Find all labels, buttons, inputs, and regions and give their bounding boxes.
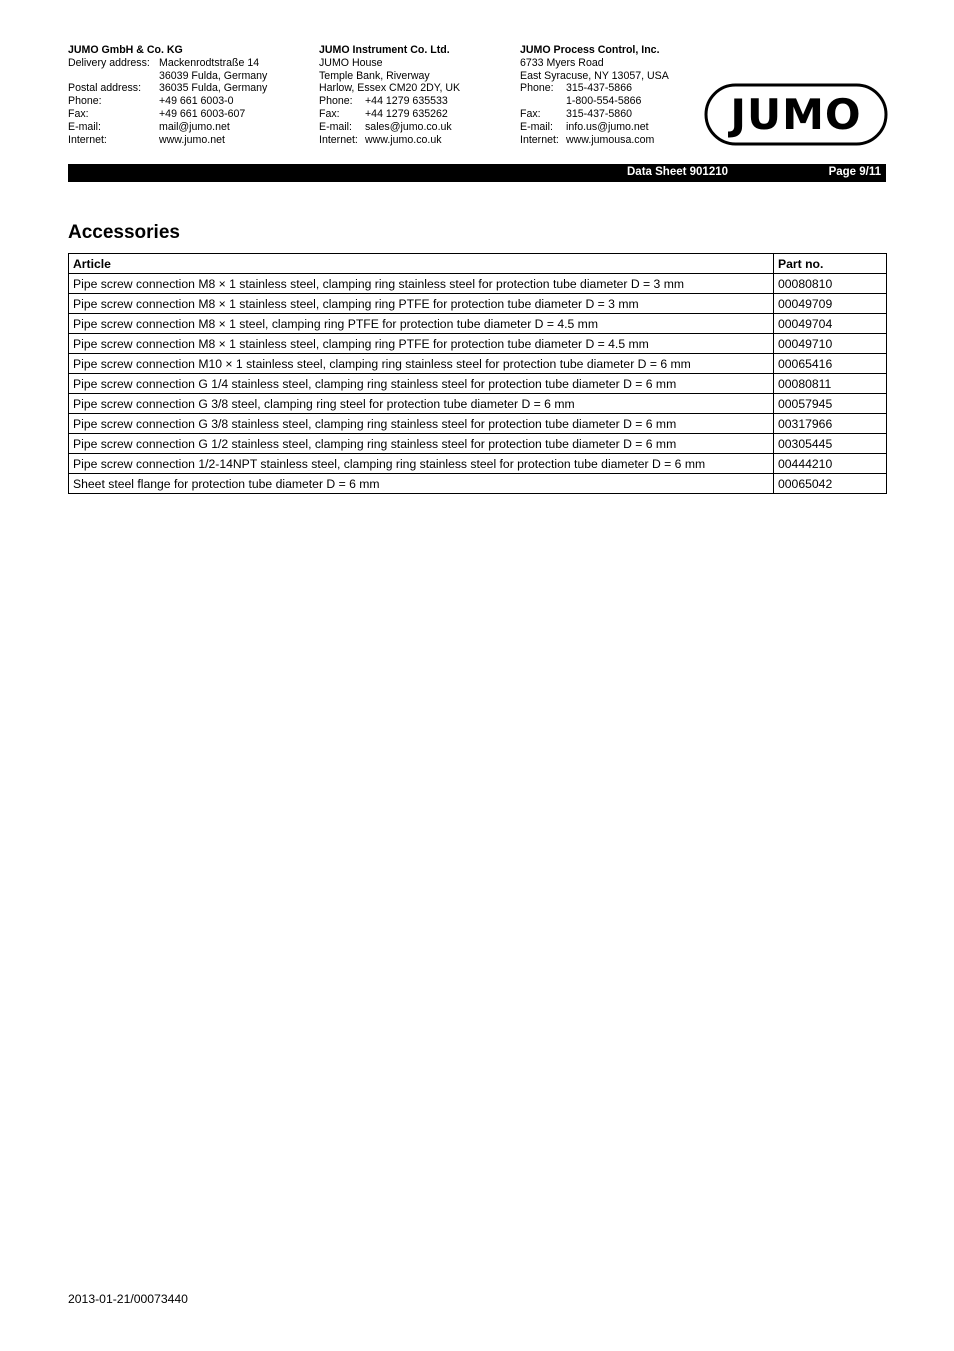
page-number: Page 9/11 [828, 166, 881, 178]
address-line: Temple Bank, Riverway [319, 69, 430, 82]
address-value: 1-800-554-5866 [566, 95, 642, 108]
part-no-cell: 00057945 [774, 394, 887, 414]
address-row [68, 134, 267, 147]
address-label: Internet: [319, 133, 358, 146]
address-label: Phone: [319, 95, 353, 108]
address-label: Delivery address: [68, 56, 150, 69]
address-row [319, 121, 460, 134]
address-value: mail@jumo.net [159, 120, 230, 133]
address-label: Internet: [520, 133, 559, 146]
address-line: 6733 Myers Road [520, 56, 604, 69]
company-name-germany: JUMO GmbH & Co. KG [68, 44, 183, 56]
address-label: Internet: [68, 133, 107, 146]
address-germany [68, 44, 267, 146]
address-label: Phone: [68, 95, 102, 108]
article-cell: Pipe screw connection G 3/8 stainless steel, clamping ring stainless steel for protection tube diameter D = 6 mm [69, 414, 774, 434]
address-label [520, 95, 566, 108]
article-cell: Pipe screw connection M10 × 1 stainless steel, clamping ring stainless steel for protection tube diameter D = 6 mm [69, 354, 774, 374]
address-uk [319, 44, 460, 146]
address-row [520, 82, 669, 95]
part-no-cell: 00065042 [774, 474, 887, 494]
address-rows-germany [68, 57, 267, 147]
address-rows-uk [319, 95, 460, 146]
article-cell: Pipe screw connection 1/2-14NPT stainless steel, clamping ring stainless steel for protection tube diameter D = 6 mm [69, 454, 774, 474]
address-label: Fax: [520, 107, 541, 120]
header-bar [68, 164, 886, 182]
address-row [68, 121, 267, 134]
table-row [69, 354, 887, 374]
address-row [520, 121, 669, 134]
table-row [69, 474, 887, 494]
address-usa [520, 44, 669, 146]
article-cell: Pipe screw connection M8 × 1 steel, clamping ring PTFE for protection tube diameter D = 4.5 mm [69, 314, 774, 334]
table-row [69, 394, 887, 414]
address-row [68, 70, 267, 83]
part-no-cell: 00305445 [774, 434, 887, 454]
address-value: +44 1279 635262 [365, 107, 448, 120]
logo-text: JUMO [730, 90, 862, 139]
part-no-cell: 00317966 [774, 414, 887, 434]
address-value: 36039 Fulda, Germany [159, 69, 268, 82]
address-label [68, 70, 159, 83]
company-name-uk: JUMO Instrument Co. Ltd. [319, 44, 450, 56]
address-row [520, 134, 669, 147]
address-row [520, 95, 669, 108]
address-value: +49 661 6003-607 [159, 107, 246, 120]
part-no-cell: 00444210 [774, 454, 887, 474]
address-row [319, 108, 460, 121]
part-no-cell: 00049710 [774, 334, 887, 354]
address-row [68, 57, 267, 70]
address-row [68, 82, 267, 95]
address-rows-usa [520, 82, 669, 146]
address-label: E-mail: [520, 120, 553, 133]
column-header-part-no: Part no. [774, 254, 887, 274]
part-no-cell: 00080810 [774, 274, 887, 294]
part-no-cell: 00080811 [774, 374, 887, 394]
section-title: Accessories [68, 222, 180, 243]
accessories-table-body [69, 274, 887, 494]
address-value: 315-437-5860 [566, 107, 632, 120]
table-row [69, 414, 887, 434]
address-value: +44 1279 635533 [365, 95, 448, 108]
address-row [319, 95, 460, 108]
article-cell: Pipe screw connection G 1/2 stainless steel, clamping ring stainless steel for protection tube diameter D = 6 mm [69, 434, 774, 454]
company-name-usa: JUMO Process Control, Inc. [520, 44, 660, 56]
part-no-cell: 00049709 [774, 294, 887, 314]
table-row [69, 294, 887, 314]
address-row [68, 95, 267, 108]
address-line: JUMO House [319, 56, 383, 69]
table-row [69, 454, 887, 474]
address-row [520, 108, 669, 121]
datasheet-number: Data Sheet 901210 [627, 166, 729, 178]
table-row [69, 434, 887, 454]
address-label: Postal address: [68, 82, 142, 95]
article-cell: Pipe screw connection M8 × 1 stainless steel, clamping ring PTFE for protection tube diameter D = 3 mm [69, 294, 774, 314]
address-row [319, 134, 460, 147]
jumo-logo [704, 83, 888, 146]
address-line: East Syracuse, NY 13057, USA [520, 69, 669, 82]
address-value: www.jumo.net [159, 133, 225, 146]
part-no-cell: 00049704 [774, 314, 887, 334]
address-row [68, 108, 267, 121]
table-row [69, 334, 887, 354]
article-cell: Pipe screw connection G 1/4 stainless steel, clamping ring stainless steel for protection tube diameter D = 6 mm [69, 374, 774, 394]
address-label: Phone: [520, 82, 554, 95]
address-line: Harlow, Essex CM20 2DY, UK [319, 82, 461, 95]
column-header-article: Article [69, 254, 774, 274]
address-label: Fax: [68, 107, 89, 120]
table-row [69, 314, 887, 334]
table-row [69, 374, 887, 394]
article-cell: Pipe screw connection G 3/8 steel, clamping ring steel for protection tube diameter D = 6 mm [69, 394, 774, 414]
address-value: +49 661 6003-0 [159, 95, 234, 108]
table-header-row [69, 254, 887, 274]
address-value: 36035 Fulda, Germany [159, 82, 268, 95]
article-cell: Pipe screw connection M8 × 1 stainless steel, clamping ring stainless steel for protection tube diameter D = 3 mm [69, 274, 774, 294]
address-value: sales@jumo.co.uk [365, 120, 452, 133]
table-row [69, 274, 887, 294]
address-label: Fax: [319, 107, 340, 120]
document-code: 2013-01-21/00073440 [68, 1292, 188, 1306]
address-label: E-mail: [68, 120, 101, 133]
address-value: www.jumousa.com [566, 133, 655, 146]
part-no-cell: 00065416 [774, 354, 887, 374]
accessories-table [68, 253, 887, 494]
address-value: 315-437-5866 [566, 82, 632, 95]
article-cell: Sheet steel flange for protection tube diameter D = 6 mm [69, 474, 774, 494]
address-value: Mackenrodtstraße 14 [159, 56, 260, 69]
address-value: www.jumo.co.uk [365, 133, 442, 146]
address-value: info.us@jumo.net [566, 120, 649, 133]
article-cell: Pipe screw connection M8 × 1 stainless steel, clamping ring PTFE for protection tube diameter D = 4.5 mm [69, 334, 774, 354]
address-label: E-mail: [319, 120, 352, 133]
